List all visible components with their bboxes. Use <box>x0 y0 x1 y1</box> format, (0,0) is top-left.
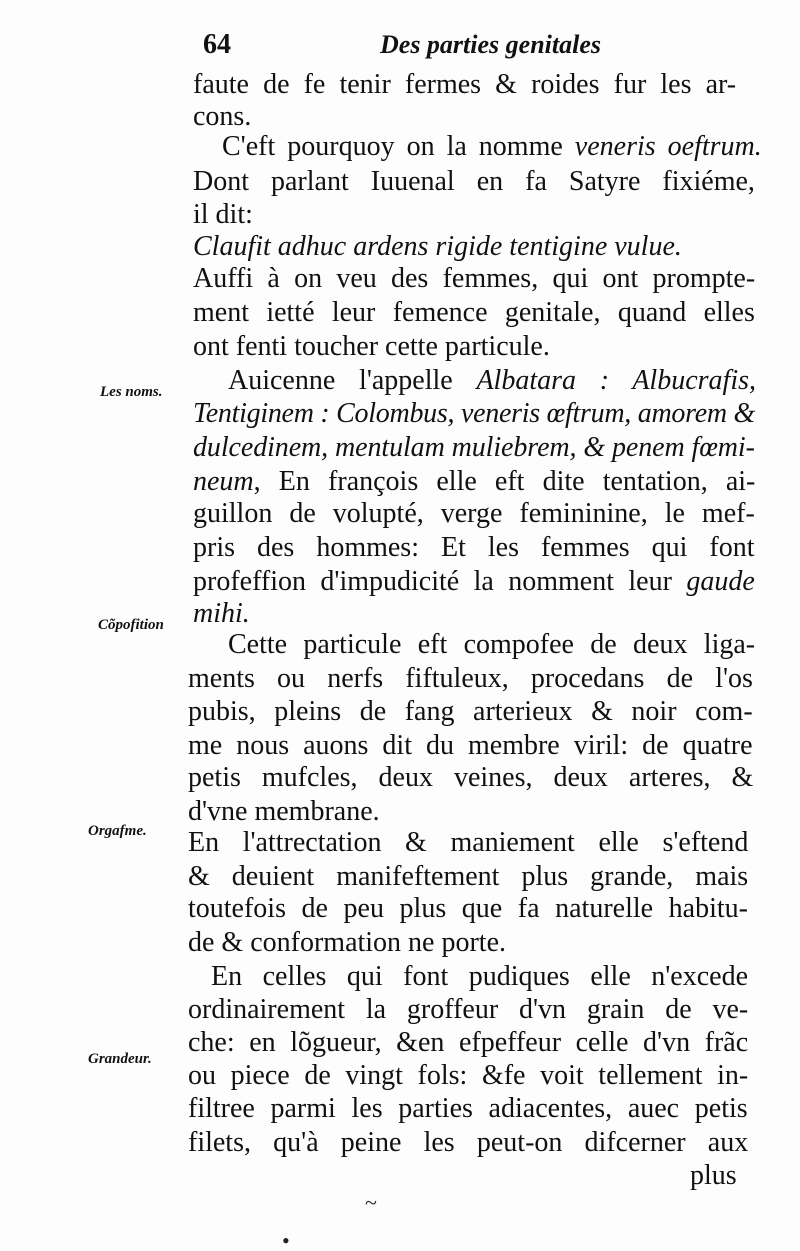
text-line <box>188 795 380 829</box>
italic-text-run: gaude <box>686 566 755 597</box>
text-run: pubis, pleins de fang arterieux & noir com- <box>188 696 753 727</box>
page-number: 64 <box>203 29 231 60</box>
text-line <box>188 695 753 729</box>
text-run: filets, qu'à peine les peut-on difcerner aux <box>188 1127 749 1158</box>
ink-smudge: • <box>282 1228 290 1251</box>
italic-text-run: dulcedinem, mentulam muliebrem, & penem fœmi- <box>193 432 755 463</box>
italic-text-run: Claufit adhuc ardens rigide tentigine vulue. <box>193 231 682 262</box>
text-line <box>188 892 748 926</box>
text-line <box>188 1059 748 1093</box>
text-run: filtree parmi les parties adiacentes, auec petis <box>188 1093 748 1124</box>
margin-note-composition: Cõpofition <box>98 617 164 633</box>
text-line <box>193 100 251 134</box>
italic-text-run: mihi. <box>193 598 250 629</box>
text-run: plus <box>690 1160 737 1191</box>
text-line <box>222 130 762 164</box>
text-line <box>188 729 753 763</box>
text-line <box>193 198 253 232</box>
italic-text-run: Tentiginem : Colombus, veneris œftrum, amorem & <box>193 398 756 429</box>
text-line <box>193 565 755 599</box>
text-run: petis mufcles, deux veines, deux arteres, & <box>188 762 754 793</box>
text-run: d'vne membrane. <box>188 796 380 827</box>
text-run: guillon de volupté, verge femininine, le mef- <box>193 498 755 529</box>
ink-smudge: ~ <box>365 1190 377 1215</box>
text-line <box>193 165 755 199</box>
text-run: ments ou nerfs fiftuleux, procedans de l'os <box>188 663 753 694</box>
text-line <box>188 1126 748 1160</box>
text-run: il dit: <box>193 199 253 230</box>
text-run: pris des hommes: Et les femmes qui font <box>193 532 755 563</box>
text-line <box>193 431 755 465</box>
running-title: Des parties genitales <box>380 30 601 59</box>
text-line <box>188 826 748 860</box>
text-run: profeffion d'impudicité la nomment leur <box>193 566 687 597</box>
text-run: ment ietté leur femence genitale, quand elles <box>193 297 755 328</box>
text-run: Cette particule eft compofee de deux liga- <box>228 629 756 660</box>
text-line <box>193 465 755 499</box>
text-line <box>211 960 748 994</box>
text-run: Auicenne l'appelle <box>228 365 477 396</box>
text-run: & deuient manifeftement plus grande, mais <box>188 861 749 892</box>
italic-text-run: Albatara : Albucrafis, <box>476 365 756 396</box>
text-line <box>193 497 755 531</box>
text-run: ou piece de vingt fols: &fe voit tellement in- <box>188 1060 749 1091</box>
text-line <box>228 628 755 662</box>
text-run: Dont parlant Iuuenal en fa Satyre fixiéme, <box>193 166 755 197</box>
text-run: de & conformation ne porte. <box>188 927 507 958</box>
text-line <box>193 531 755 565</box>
text-run: ont fenti toucher cette particule. <box>193 331 550 362</box>
margin-note-les-noms: Les noms. <box>100 384 163 400</box>
text-run: cons. <box>193 101 252 132</box>
text-run: , En françois elle eft dite tentation, ai- <box>253 466 756 497</box>
text-line <box>193 262 755 296</box>
text-line <box>193 397 755 431</box>
text-line <box>193 330 550 364</box>
text-run: En l'attrectation & maniement elle s'eftend <box>188 827 749 858</box>
text-line <box>188 662 753 696</box>
text-line <box>690 1159 737 1193</box>
text-run: En celles qui font pudiques elle n'excede <box>211 961 748 992</box>
text-line <box>193 230 682 264</box>
text-line <box>188 860 748 894</box>
text-run: toutefois de peu plus que fa naturelle habitu- <box>188 893 748 924</box>
margin-note-grandeur: Grandeur. <box>88 1051 152 1067</box>
italic-text-run: veneris oeftrum. <box>574 131 762 162</box>
text-line <box>188 1026 748 1060</box>
text-line <box>188 926 506 960</box>
text-line <box>193 68 736 102</box>
italic-text-run: neum <box>193 466 254 497</box>
text-run: ordinairement la groffeur d'vn grain de ve- <box>188 994 749 1025</box>
text-line <box>188 1092 748 1126</box>
text-run: me nous auons dit du membre viril: de quatre <box>188 730 753 761</box>
text-run: C'eft pourquoy on la nomme <box>222 131 575 162</box>
text-run: faute de fe tenir fermes & roides fur les ar- <box>193 69 737 100</box>
text-line <box>228 364 756 398</box>
margin-note-orgasme: Orgafme. <box>88 823 147 839</box>
text-line <box>188 993 748 1027</box>
text-line <box>193 597 250 631</box>
text-line <box>193 296 755 330</box>
text-run: che: en lõgueur, &en efpeffeur celle d'vn frãc <box>188 1027 749 1058</box>
text-run: Auffi à on veu des femmes, qui ont prompte- <box>193 263 756 294</box>
text-line <box>188 761 753 795</box>
